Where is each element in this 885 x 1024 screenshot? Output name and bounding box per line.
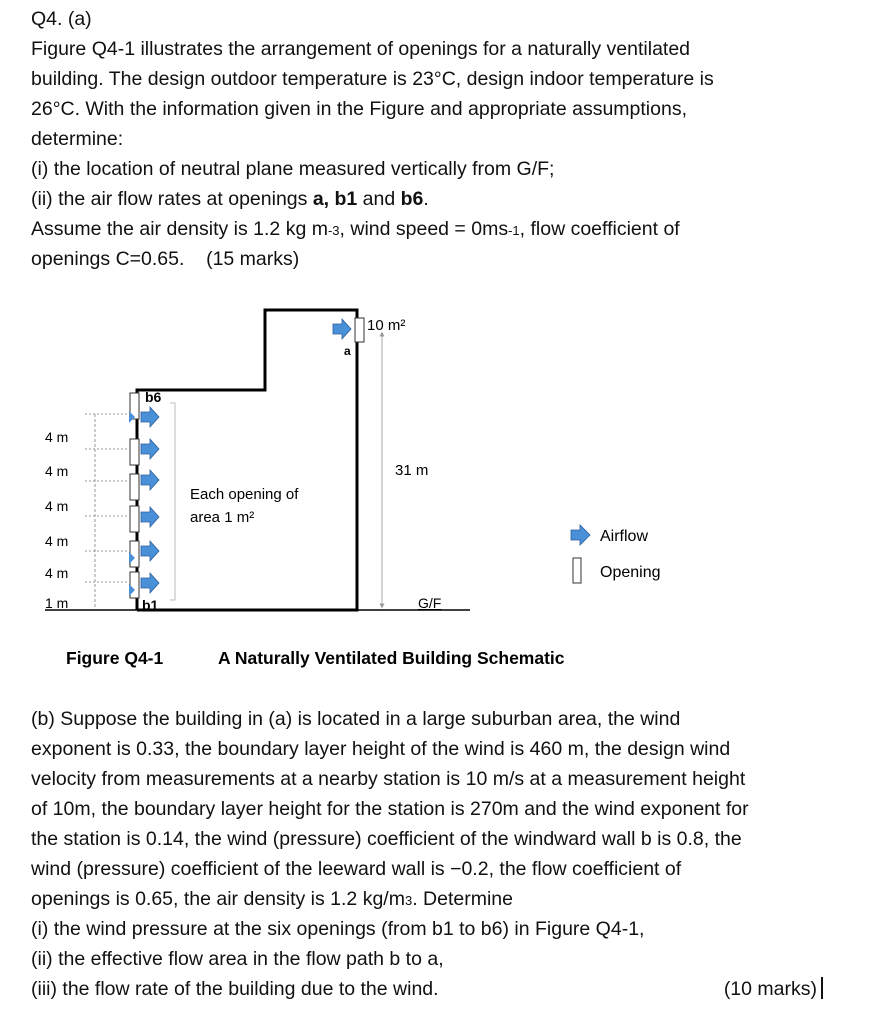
legend-airflow-icon [571,525,590,545]
bracket-b6 [170,403,175,600]
assume-density: Assume the air density is 1.2 kg m [31,218,328,240]
spacing-label-1: 4 m [45,429,69,445]
building-schematic [0,290,885,690]
airflow-arrow-b4 [141,470,159,490]
top-opening-area-label: 10 m² [367,317,406,334]
part-a-item-i: (i) the location of neutral plane measured vertically from G/F; [31,158,555,180]
part-b-line-3: velocity from measurements at a nearby station is 10 m/s at a measurement height [31,768,746,790]
density-text: openings is 0.65, the air density is 1.2 kg/m [31,888,405,910]
ground-floor-label: G/F [418,595,442,611]
part-b-line-2: exponent is 0.33, the boundary layer height of the wind is 460 m, the design wind [31,738,731,760]
item-ii-and: and [357,188,401,210]
item-ii-opening-a: a, [312,188,330,210]
part-a-last-line: openings C=0.65. (15 marks) [31,248,300,270]
spacing-label-6: 1 m [45,595,69,611]
opening-b4 [130,474,139,500]
opening-b3 [130,506,139,532]
part-a-line-3: 26°C. With the information given in the Figure and appropriate assumptions, [31,98,687,120]
airflow-arrow-b2 [141,541,159,561]
part-a-line-2: building. The design outdoor temperature is 23°C, design indoor temperature is [31,68,714,90]
opening-a [355,318,364,342]
part-b-item-ii: (ii) the effective flow area in the flow path b to a, [31,948,444,970]
wind-speed-exponent: -1 [508,223,520,238]
airflow-arrows [129,407,159,596]
height-label: 31 m [395,462,429,479]
part-a-text [31,34,714,274]
opening-b1 [130,572,139,598]
spacing-label-4: 4 m [45,533,69,549]
each-opening-note-line1: Each opening of [190,486,299,503]
assume-wind-speed: , wind speed = 0ms [339,218,509,240]
spacing-label-2: 4 m [45,463,69,479]
part-b-item-i: (i) the wind pressure at the six openings (from b1 to b6) in Figure Q4-1, [31,918,645,940]
part-b-line-4: of 10m, the boundary layer height for the station is 270m and the wind exponent for [31,798,749,820]
item-ii-period: . [423,188,429,210]
part-a-line-4: determine: [31,128,124,150]
legend-opening-icon [573,558,581,583]
spacing-dimensions [45,414,130,611]
airflow-arrow-b1 [141,573,159,593]
item-ii-opening-b6: b6 [400,188,424,210]
part-b-line-5: the station is 0.14, the wind (pressure) coefficient of the windward wall b is 0.8, the [31,828,742,850]
assume-flow-coefficient: , flow coefficient of [519,218,680,240]
each-opening-note-line2: area 1 m² [190,509,255,526]
figure-caption-number: Figure Q4-1 [66,648,164,668]
building-outline [137,310,357,610]
question-number: Q4. (a) [31,8,92,30]
airflow-arrow-b6 [141,407,159,427]
figure-q4-1 [0,290,885,690]
legend-opening-label: Opening [600,564,661,581]
opening-b5 [130,439,139,465]
part-a-assumption-line [31,214,714,244]
text-cursor [821,977,823,999]
spacing-label-5: 4 m [45,565,69,581]
opening-a-label: a [344,344,351,358]
part-b-text [31,704,749,1004]
part-b-line-6: wind (pressure) coefficient of the leeward wall is −0.2, the flow coefficient of [31,858,682,880]
airflow-arrow-b5 [141,439,159,459]
airflow-arrow-b3 [141,507,159,527]
part-a-line-1: Figure Q4-1 illustrates the arrangement of openings for a naturally ventilated [31,38,691,60]
part-a-item-ii [31,184,714,214]
opening-b6-label: b6 [145,389,162,405]
part-b-density-line [31,884,749,914]
item-ii-opening-b1: b1 [334,188,358,210]
part-b-line-1: (b) Suppose the building in (a) is located in a large suburban area, the wind [31,708,681,730]
figure-caption-title: A Naturally Ventilated Building Schematic [218,648,565,668]
item-ii-prefix: (ii) the air flow rates at openings [31,188,313,210]
density-unit-exponent: 3 [404,893,413,908]
spacing-label-3: 4 m [45,498,69,514]
density-exponent: -3 [327,223,340,238]
legend-airflow-label: Airflow [600,528,649,545]
determine-text: . Determine [412,888,513,910]
part-b-marks [724,974,823,1004]
part-b-item-iii: (iii) the flow rate of the building due to the wind. [31,978,439,1000]
legend [571,525,661,583]
airflow-arrow-a [333,319,351,339]
opening-b1-label: b1 [142,597,159,613]
opening-b2 [130,541,139,567]
part-b-marks-label: (10 marks) [723,978,817,1000]
